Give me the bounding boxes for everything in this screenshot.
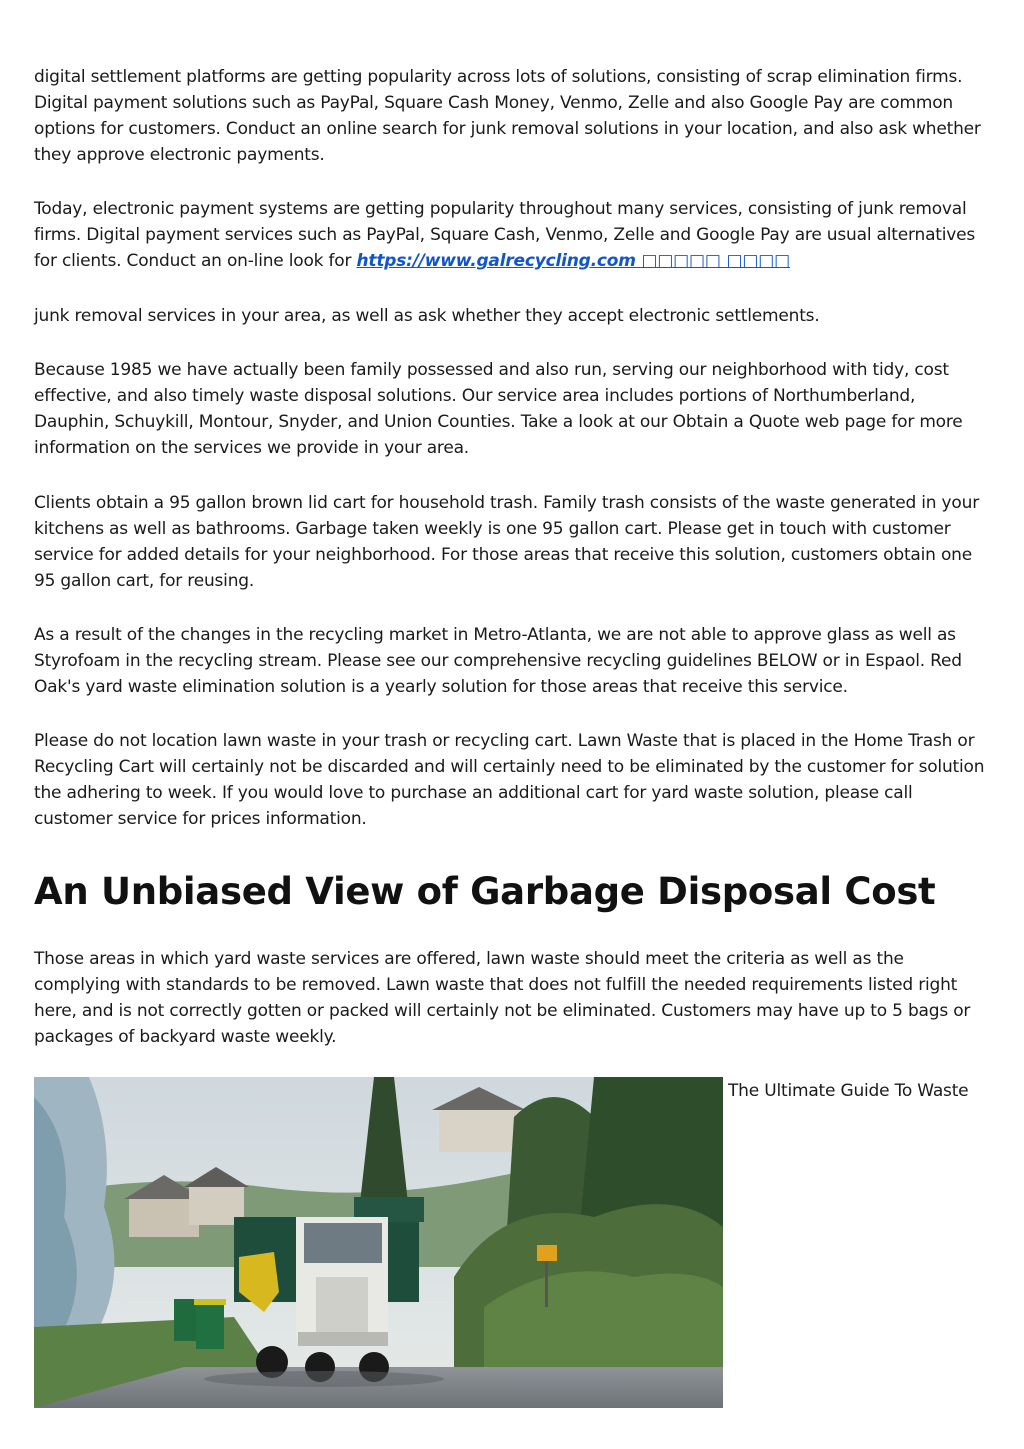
paragraph-electronic-payment (34, 196, 986, 274)
paragraph-digital-settlement: digital settlement platforms are getting popularity across lots of solutions, consisting of scrap elimination firms. Digital payment solutions such as PayPal, Square Cash Money, Venmo, Zelle and also Google Pay are common options for customers. Conduct an online search for junk removal solutions in your location, and also ask whether they approve electronic payments. (34, 67, 981, 165)
paragraph-yard-waste: Those areas in which yard waste services are offered, lawn waste should meet the criteria as well as the complying with standards to be removed. Lawn waste that does not fulfill the needed requirements listed right here, and is not correctly gotten or packed will certainly not be eliminated. Customers may have up to 5 bags or packages of backyard waste weekly. (34, 949, 971, 1047)
paragraph-recycling-market: As a result of the changes in the recycling market in Metro-Atlanta, we are not able to approve glass as well as Styrofoam in the recycling stream. Please see our comprehensive recycling guidelines BELOW or in Espaol. Red Oak's yard waste elimination solution is a yearly solution for those areas that receive this service. (34, 625, 962, 697)
paragraph-lawn-waste: Please do not location lawn waste in your trash or recycling cart. Lawn Waste that is placed in the Home Trash or Recycling Cart will certainly not be discarded and will certainly need to be eliminated by the customer for solution the adhering to week. If you would love to purchase an additional cart for yard waste solution, please call customer service for prices information. (34, 731, 985, 829)
image-caption: The Ultimate Guide To Waste (728, 1081, 969, 1101)
paragraph-since-1985: Because 1985 we have actually been family possessed and also run, serving our neighborhood with tidy, cost effective, and also timely waste disposal solutions. Our service area includes portions of Northumberland, Dauphin, Schuykill, Montour, Snyder, and Union Counties. Take a look at our Obtain a Quote web page for more information on the services we provide in your area. (34, 360, 963, 458)
paragraph-text: Today, electronic payment systems are getting popularity throughout many services, consisting of junk removal firms. Digital payment services such as PayPal, Square Cash, Venmo, Zelle and Google Pay are usual alternatives for clients. Conduct an on-line look for (34, 199, 976, 271)
paragraph-junk-removal: junk removal services in your area, as well as ask whether they accept electronic settlements. (34, 306, 820, 326)
section-heading: An Unbiased View of Garbage Disposal Cost (34, 870, 936, 913)
paragraph-gallon-cart: Clients obtain a 95 gallon brown lid cart for household trash. Family trash consists of the waste generated in your kitchens as well as bathrooms. Garbage taken weekly is one 95 gallon cart. Please get in touch with customer service for added details for your neighborhood. For those areas that receive this solution, customers obtain one 95 gallon cart, for reusing. (34, 493, 979, 591)
galrecycling-link[interactable]: https://www.galrecycling.com □□□□□ □□□□ (356, 251, 790, 271)
garbage-truck-photo (34, 1077, 723, 1408)
